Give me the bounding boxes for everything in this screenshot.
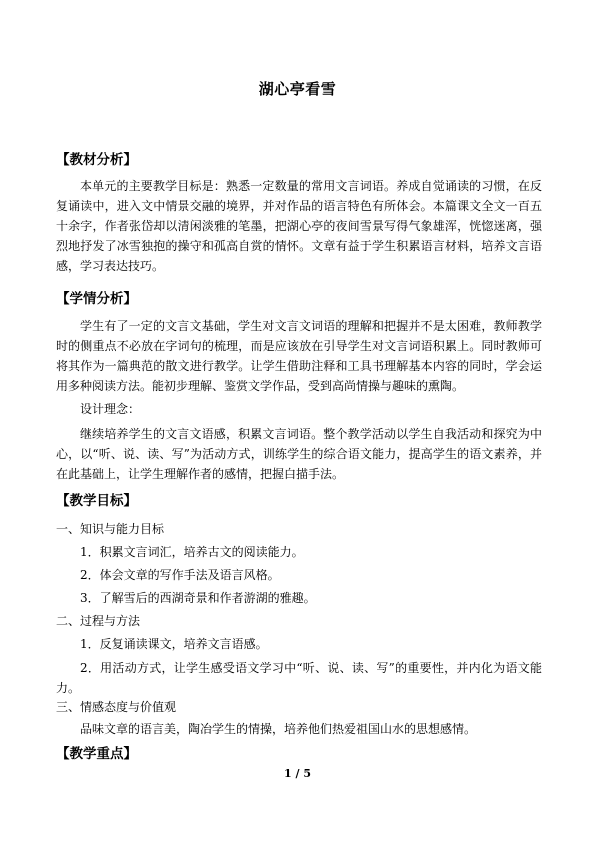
design-concept-paragraph: 继续培养学生的文言文语感，积累文言词语。整个教学活动以学生自我活动和探究为中心，以“听、说、读、写”为活动方式，训练学生的综合语文能力，提高学生的语文素养，并在此基础上，让学生理解作者的感情，把握白描手法。 — [56, 427, 542, 481]
heading-teaching-goals: 【教学目标】 — [56, 493, 137, 509]
goal-3-title: 三、情感态度与价值观 — [56, 700, 177, 714]
heading-student-analysis: 【学情分析】 — [56, 291, 137, 307]
heading-material-analysis: 【教材分析】 — [56, 152, 137, 168]
goal-1-item-1: 1．积累文言词汇，培养古文的阅读能力。 — [80, 545, 304, 559]
document-title: 湖心亭看雪 — [258, 80, 337, 98]
goal-1-item-2: 2．体会文章的写作手法及语言风格。 — [80, 568, 280, 582]
material-analysis-paragraph: 本单元的主要教学目标是：熟悉一定数量的常用文言词语。养成自觉诵读的习惯，在反复诵读中，进入文中情景交融的境界，并对作品的语言特色有所体会。本篇课文全文一百五十余字，作者张岱却以清闲淡雅的笔墨，把湖心亭的夜间雪景写得气象雄浑，恍惚迷离，强烈地抒发了冰雪独抱的操守和孤高自赏的情怀。文章有益于学生积累语言材料，培养文言语感，学习表达技巧。 — [56, 179, 542, 273]
heading-teaching-keypoints: 【教学重点】 — [56, 746, 137, 762]
design-concept-label: 设计理念： — [80, 402, 141, 416]
student-analysis-paragraph: 学生有了一定的文言文基础，学生对文言文词语的理解和把握并不是太困难，教师教学时的侧重点不必放在字词句的梳理，而是应该放在引导学生对文言词语积累上。同时教师可将其作为一篇典范的散文进行教学。让学生借助注释和工具书理解基本内容的同时，学会运用多种阅读方法。能初步理解、鉴赏文学作品，受到高尚情操与趣味的熏陶。 — [56, 319, 542, 393]
goal-2-item-1: 1．反复诵读课文，培养文言语感。 — [80, 637, 268, 651]
goal-2-item-2: 2．用活动方式，让学生感受语文学习中“听、说、读、写”的重要性，并内化为语文能力。 — [56, 661, 542, 695]
goal-3-text: 品味文章的语言美，陶冶学生的情操，培养他们热爱祖国山水的思想感情。 — [80, 722, 477, 736]
goal-1-title: 一、知识与能力目标 — [56, 522, 165, 536]
goal-2-title: 二、过程与方法 — [56, 614, 141, 628]
goal-1-item-3: 3．了解雪后的西湖奇景和作者游湖的雅趣。 — [80, 591, 316, 605]
page-number: 1 / 5 — [284, 767, 311, 780]
